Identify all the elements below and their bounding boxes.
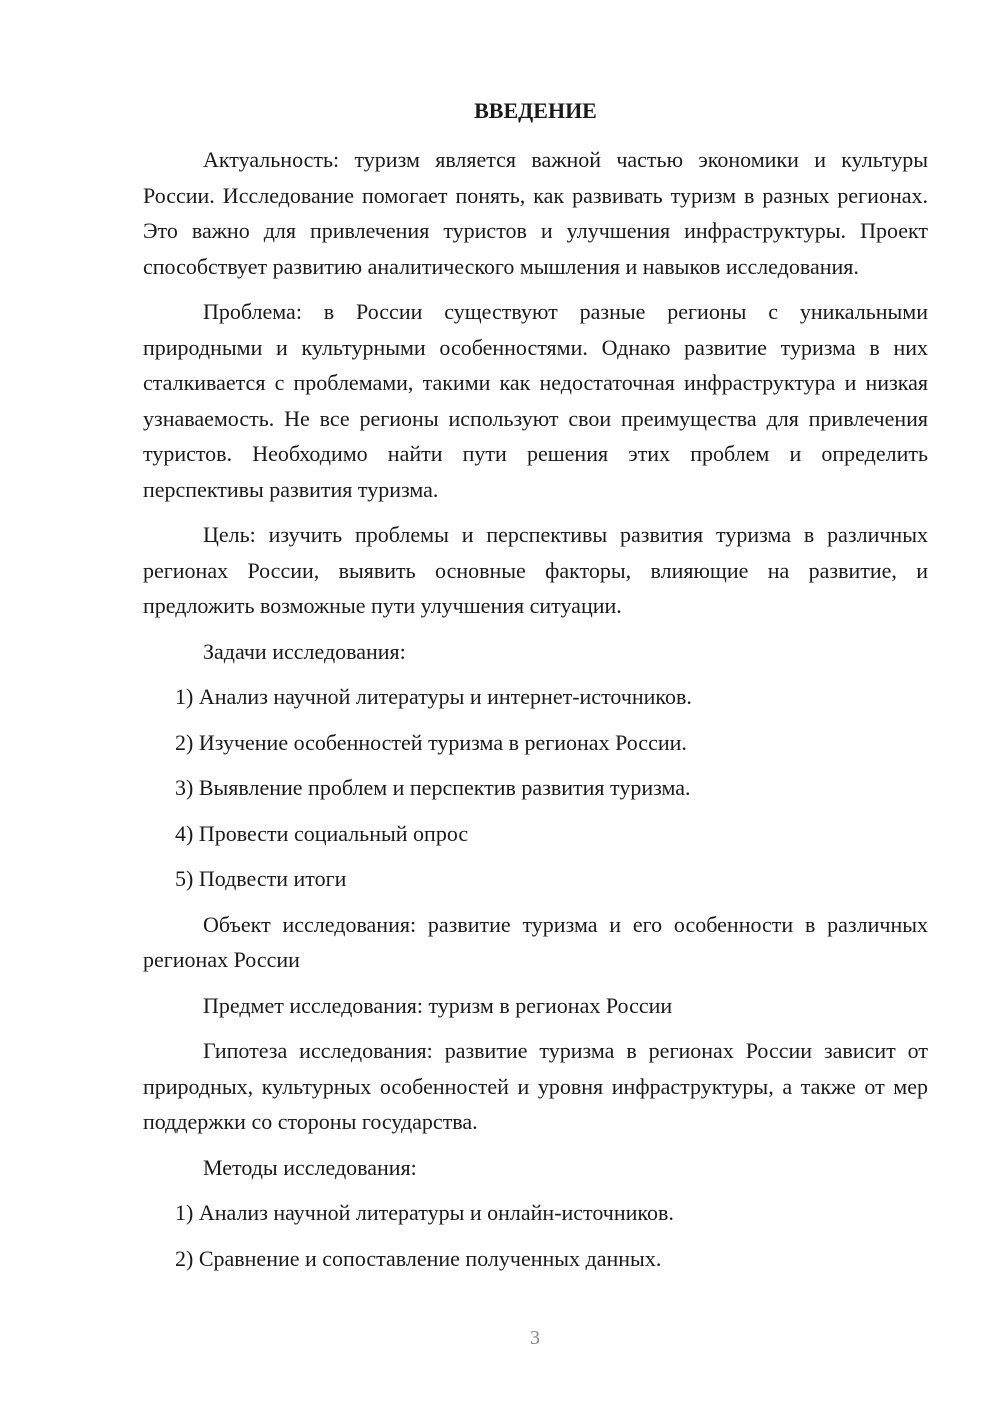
relevance-paragraph: Актуальность: туризм является важной частью экономики и культуры России. Исследование помогает понять, как развивать туризм в разных регионах. Это важно для привлечения туристов и улучшения инфраструктуры. Проект способствует развитию аналитического мышления и навыков исследования.	[143, 147, 928, 279]
task-item: 3) Выявление проблем и перспектив развития туризма.	[175, 775, 691, 800]
tasks-heading: Задачи исследования:	[203, 638, 406, 664]
subject-paragraph: Предмет исследования: туризм в регионах России	[203, 992, 673, 1018]
goal-paragraph: Цель: изучить проблемы и перспективы развития туризма в различных регионах России, выявить основные факторы, влияющие на развитие, и предложить возможные пути улучшения ситуации.	[143, 522, 928, 618]
hypothesis-paragraph: Гипотеза исследования: развитие туризма в регионах России зависит от природных, культурных особенностей и уровня инфраструктуры, а также от мер поддержки со стороны государства.	[143, 1038, 928, 1134]
task-item: 1) Анализ научной литературы и интернет-источников.	[175, 684, 692, 709]
section-title: ВВЕДЕНИЕ	[474, 98, 597, 123]
methods-heading: Методы исследования:	[203, 1154, 417, 1180]
method-item: 1) Анализ научной литературы и онлайн-источников.	[175, 1200, 674, 1225]
task-item: 5) Подвести итоги	[175, 866, 347, 891]
object-paragraph: Объект исследования: развитие туризма и его особенности в различных регионах России	[143, 911, 928, 972]
method-item: 2) Сравнение и сопоставление полученных данных.	[175, 1245, 662, 1271]
page-content	[143, 96, 928, 1286]
problem-paragraph: Проблема: в России существуют разные регионы с уникальными природными и культурными особенностями. Однако развитие туризма в них сталкивается с проблемами, такими как недостаточная инфраструктура и низкая узнаваемость. Не все регионы используют свои преимущества для привлечения туристов. Необходимо найти пути решения этих проблем и определить перспективы развития туризма.	[143, 299, 928, 502]
page-number: 3	[530, 1327, 540, 1349]
task-item: 4) Провести социальный опрос	[175, 820, 469, 846]
task-item: 2) Изучение особенностей туризма в регионах России.	[175, 729, 687, 755]
